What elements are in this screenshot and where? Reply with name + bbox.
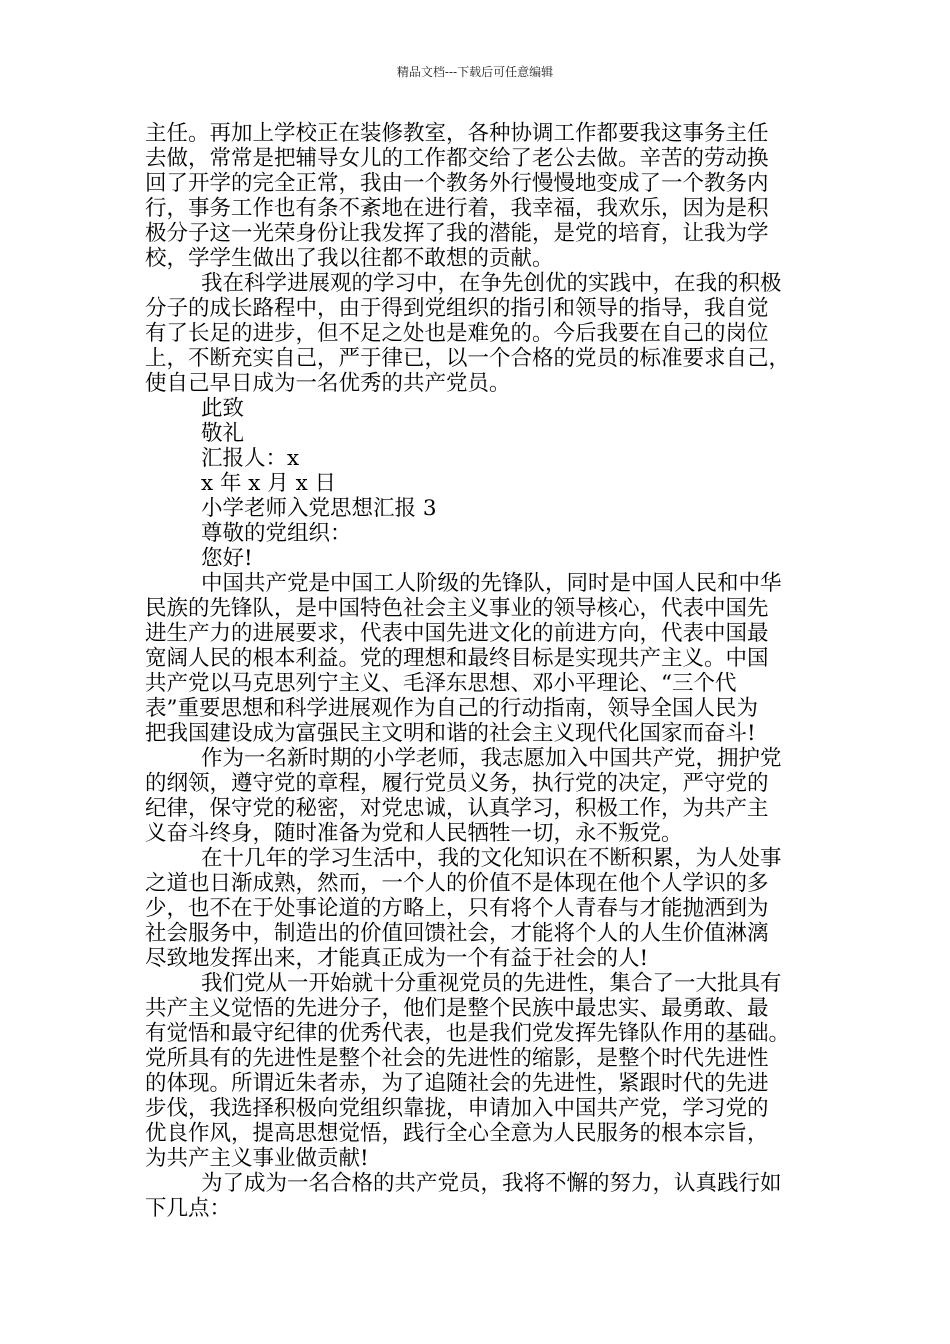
text-line: 您好! [201, 546, 253, 571]
page-header: 精品文档---下载后可任意编辑 [396, 65, 554, 79]
text-line: 优良作风，提高思想觉悟，践行全心全意为人民服务的根本宗旨， [145, 1121, 769, 1146]
text-line: 纪律，保守党的秘密，对党忠诚，认真学习，积极工作，为共产主 [145, 796, 769, 821]
text-line: 分子的成长路程中，由于得到党组织的指引和领导的指导，我自觉 [145, 296, 769, 321]
text-line: 回了开学的完全正常，我由一个教务外行慢慢地变成了一个教务内 [145, 171, 769, 196]
text-line: 我们党从一开始就十分重视党员的先进性，集合了一大批具有 [201, 971, 782, 996]
text-line: x 年 x 月 x 日 [201, 471, 337, 496]
text-line: 的纲领，遵守党的章程，履行党员义务，执行党的决定，严守党的 [145, 771, 769, 796]
text-line: 少，也不在于处事论道的方略上，只有将个人青春与才能抛洒到为 [145, 896, 769, 921]
text-line: 尽致地发挥出来，才能真正成为一个有益于社会的人! [145, 946, 649, 971]
text-line: 中国共产党是中国工人阶级的先锋队，同时是中国人民和中华 [201, 571, 782, 596]
text-line: 的体现。所谓近朱者赤，为了追随社会的先进性，紧跟时代的先进 [145, 1071, 769, 1096]
text-line: 去做，常常是把辅导女儿的工作都交给了老公去做。辛苦的劳动换 [145, 146, 769, 171]
text-line: 为了成为一名合格的共产党员，我将不懈的努力，认真践行如 [201, 1171, 782, 1196]
text-line: 尊敬的党组织： [201, 521, 352, 546]
text-line: 小学老师入党思想汇报 3 [201, 496, 437, 521]
text-line: 把我国建设成为富强民主文明和谐的社会主义现代化国家而奋斗! [145, 721, 756, 746]
text-line: 为共产主义事业做贡献! [145, 1146, 369, 1171]
text-line: 表”重要思想和科学进展观作为自己的行动指南，领导全国人民为 [145, 696, 758, 721]
text-line: 共产主义觉悟的先进分子，他们是整个民族中最忠实、最勇敢、最 [145, 996, 769, 1021]
text-line: 民族的先锋队，是中国特色社会主义事业的领导核心，代表中国先 [145, 596, 769, 621]
text-line: 进生产力的进展要求，代表中国先进文化的前进方向，代表中国最 [145, 621, 769, 646]
text-line: 宽阔人民的根本利益。党的理想和最终目标是实现共产主义。中国 [145, 646, 769, 671]
text-line: 汇报人：x [201, 446, 300, 471]
text-line: 有了长足的进步，但不足之处也是难免的。今后我要在自己的岗位 [145, 321, 769, 346]
text-line: 党所具有的先进性是整个社会的先进性的缩影，是整个时代先进性 [145, 1046, 769, 1071]
text-line: 在十几年的学习生活中，我的文化知识在不断积累，为人处事 [201, 846, 782, 871]
text-line: 主任。再加上学校正在装修教室，各种协调工作都要我这事务主任 [145, 121, 769, 146]
text-line: 我在科学进展观的学习中，在争先创优的实践中，在我的积极 [201, 271, 782, 296]
text-line: 社会服务中，制造出的价值回馈社会，才能将个人的人生价值淋漓 [145, 921, 769, 946]
text-line: 之道也日渐成熟，然而，一个人的价值不是体现在他个人学识的多 [145, 871, 769, 896]
text-line: 有觉悟和最守纪律的优秀代表，也是我们党发挥先锋队作用的基础。 [145, 1021, 791, 1046]
text-line: 行，事务工作也有条不紊地在进行着，我幸福，我欢乐，因为是积 [145, 196, 769, 221]
text-line: 步伐，我选择积极向党组织靠拢，申请加入中国共产党，学习党的 [145, 1096, 769, 1121]
document-body [145, 121, 825, 1221]
text-line: 使自己早日成为一名优秀的共产党员。 [145, 371, 511, 396]
text-line: 下几点： [145, 1196, 232, 1221]
text-line: 上，不断充实自己，严于律已，以一个合格的党员的标准要求自己， [145, 346, 791, 371]
text-line: 共产党以马克思列宁主义、毛泽东思想、邓小平理论、“三个代 [145, 671, 737, 696]
text-line: 极分子这一光荣身份让我发挥了我的潜能，是党的培育，让我为学 [145, 221, 769, 246]
text-line: 作为一名新时期的小学老师，我志愿加入中国共产党，拥护党 [201, 746, 782, 771]
text-line: 敬礼 [201, 421, 245, 446]
text-line: 义奋斗终身，随时准备为党和人民牺牲一切，永不叛党。 [145, 821, 683, 846]
text-line: 此致 [201, 396, 245, 421]
text-line: 校，学学生做出了我以往都不敢想的贡献。 [145, 246, 554, 271]
